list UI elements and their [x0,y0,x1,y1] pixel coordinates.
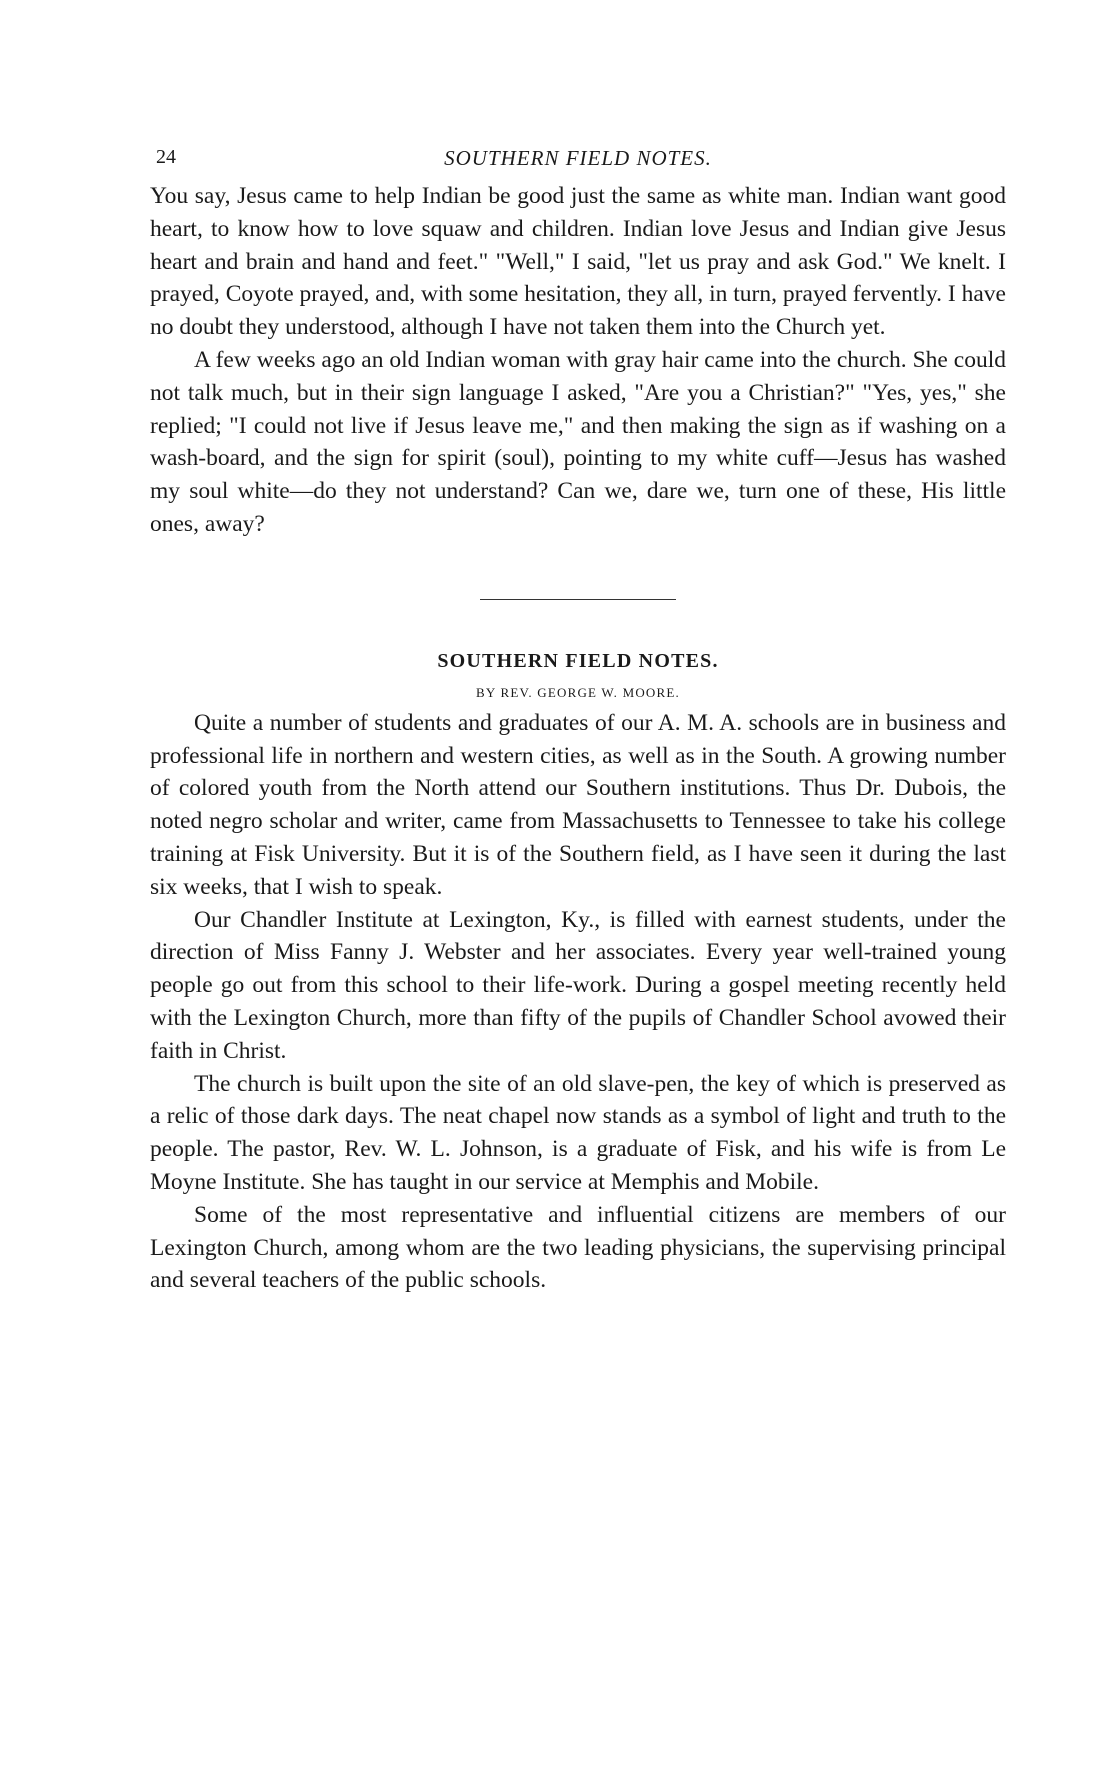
running-title: SOUTHERN FIELD NOTES. [444,146,712,170]
paragraph: The church is built upon the site of an old slave-pen, the key of which is preserved as a relic of those dark days. The neat chapel now stands as a symbol of light and truth to the people. The pastor, Rev. W. L. Johnson, is a graduate of Fisk, and his wife is from Le Moyne Institute. She has taught in our service at Memphis and Mobile. [150,1070,1006,1195]
paragraph: Quite a number of students and graduates of our A. M. A. schools are in business and professional life in northern and western cities, as well as in the South. A growing number of colored youth from the North attend our Southern institutions. Thus Dr. Dubois, the noted negro scholar and writer, came from Massachusetts to Tennessee to take his college training at Fisk University. But it is of the Southern field, as I have seen it during the last six weeks, that I wish to speak. [150,709,1006,900]
page-number: 24 [156,146,176,168]
article-title: SOUTHERN FIELD NOTES. [437,649,719,672]
article-body [150,707,1006,1297]
section-divider [480,599,676,600]
page [150,140,1006,1297]
running-head [150,140,1006,176]
paragraph: You say, Jesus came to help Indian be good just the same as white man. Indian want good heart, to know how to love squaw and children. Indian love Jesus and Indian give Jesus heart and brain and hand and feet." "Well," I said, "let us pray and ask God." We knelt. I prayed, Coyote prayed, and, with some hesitation, they all, in turn, prayed fervently. I have no doubt they understood, although I have not taken them into the Church yet. [150,183,1006,341]
paragraph: Our Chandler Institute at Lexington, Ky., is filled with earnest students, under the direction of Miss Fanny J. Webster and her associates. Every year well-trained young people go out from this school to their life-work. During a gospel meeting recently held with the Lexington Church, more than fifty of the pupils of Chandler School avowed their faith in Christ. [150,906,1006,1064]
paragraph: Some of the most representative and influential citizens are members of our Lexington Church, among whom are the two leading physicians, the supervising principal and several teachers of the public schools. [150,1201,1006,1294]
preceding-article [150,180,1006,541]
byline: BY REV. GEORGE W. MOORE. [476,684,680,700]
paragraph: A few weeks ago an old Indian woman with gray hair came into the church. She could not talk much, but in their sign language I asked, "Are you a Christian?" "Yes, yes," she replied; "I could not live if Jesus leave me," and then making the sign as if washing on a wash-board, and the sign for spirit (soul), pointing to my white cuff—Jesus has washed my soul white—do they not understand? Can we, dare we, turn one of these, His little ones, away? [150,346,1006,537]
